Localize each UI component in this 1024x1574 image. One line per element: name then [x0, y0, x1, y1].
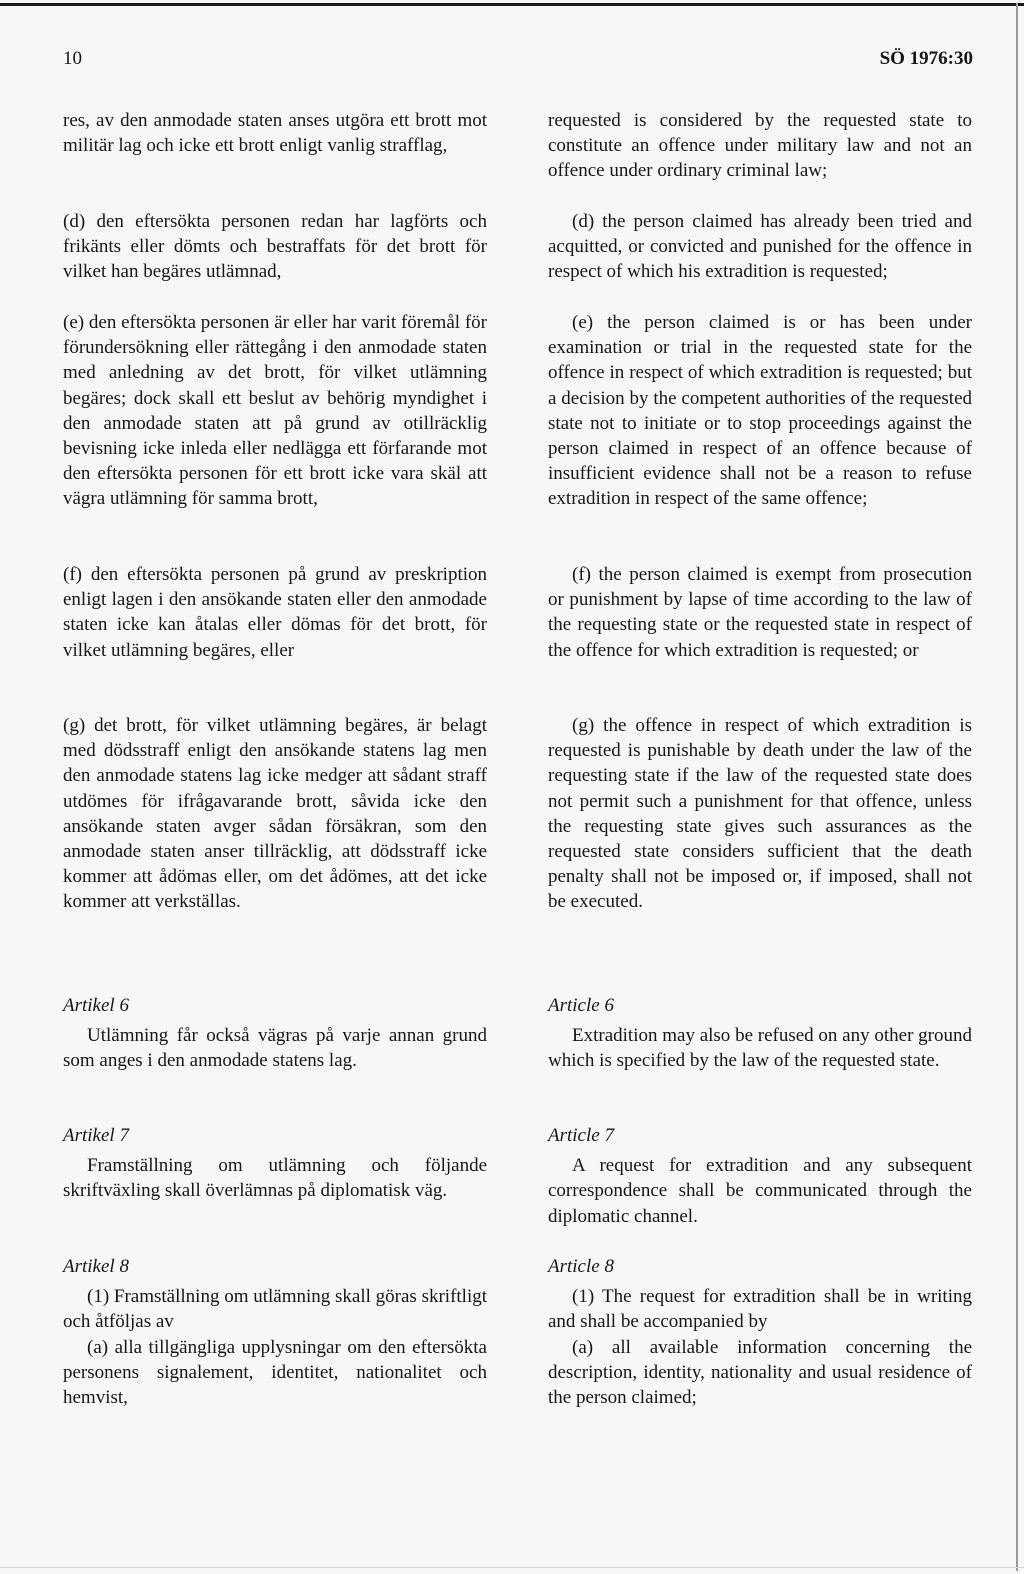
- swedish-article-7: [63, 1123, 487, 1204]
- swedish-article-7-text: Framställning om utlämning och följande skriftväxling skall överlämnas på diplomatisk väg.: [63, 1155, 487, 1202]
- swedish-item-e: (e) den eftersökta personen är eller har varit föremål för förundersökning eller rättegång i den anmodade staten med anledning av det brott, för vilket utlämning begäres; dock skall ett beslut av behörig myndighet i den anmodade staten att på grund av otillräcklig bevisning icke inleda eller nedlägga ett förfarande mot den eftersökta personen för ett brott icke vara skäl att vägra utlämning för samma brott,: [63, 312, 487, 510]
- right-border-rule: [1016, 3, 1018, 1571]
- swedish-item-e-block: [63, 310, 487, 512]
- swedish-article-6: [63, 993, 487, 1074]
- english-item-f: (f) the person claimed is exempt from prosecution or punishment by lapse of time according to the law of the requesting state or the requested state in respect of the offence for which extradition is requested; or: [548, 564, 972, 661]
- swedish-item-g: (g) det brott, för vilket utlämning begäres, är belagt med dödsstraff enligt den ansökande statens lag men den anmodade statens lag icke medger att sådant straff utdömes för ifrågavarande brott, såvida icke den ansökande staten avger sådan försäkran, som den anmodade staten anser tillräcklig, att dödsstraff icke kommer att ådömas eller, om det ådömes, att det icke kommer att verkställas.: [63, 715, 487, 913]
- english-item-e: (e) the person claimed is or has been under examination or trial in the requested state for the offence in respect of which extradition is requested; but a decision by the competent authorities of the requested state not to initiate or to stop proceedings against the person claimed in respect of an offence because of insufficient evidence shall not be a reason to refuse extradition in respect of the same offence;: [548, 312, 972, 510]
- english-article-8: [548, 1254, 972, 1410]
- swedish-article-8-item-a: (a) alla tillgängliga upplysningar om den eftersökta personens signalement, identitet, nationalitet och hemvist,: [63, 1336, 487, 1409]
- english-article-8-item-a: (a) all available information concerning the description, identity, nationality and usual residence of the person claimed;: [548, 1336, 972, 1409]
- english-article-7-title: Article 7: [548, 1125, 614, 1146]
- swedish-article-6-title: Artikel 6: [63, 995, 129, 1016]
- english-article-6-title: Article 6: [548, 995, 614, 1016]
- swedish-item-d-block: [63, 209, 487, 285]
- english-item-d-block: [548, 209, 972, 285]
- swedish-article-6-text: Utlämning får också vägras på varje annan grund som anges i den anmodade statens lag.: [63, 1025, 487, 1072]
- english-article-7-text: A request for extradition and any subsequent correspondence shall be communicated through the diplomatic channel.: [548, 1155, 972, 1227]
- english-article-7: [548, 1123, 972, 1229]
- english-item-f-block: [548, 562, 972, 663]
- english-item-g-block: [548, 713, 972, 915]
- swedish-item-g-block: [63, 713, 487, 915]
- swedish-intro-paragraph: res, av den anmodade staten anses utgöra ett brott mot militär lag och icke ett brott enligt vanlig strafflag,: [63, 110, 487, 157]
- english-article-8-paragraph-1: (1) The request for extradition shall be in writing and shall be accompanied by: [548, 1286, 972, 1333]
- bottom-border-rule: [0, 1567, 1024, 1568]
- swedish-item-f: (f) den eftersökta personen på grund av preskription enligt lagen i den ansökande staten eller den anmodade staten icke kan åtalas eller dömas för det brott, för vilket utlämning begäres, eller: [63, 564, 487, 661]
- swedish-article-8-paragraph-1: (1) Framställning om utlämning skall göras skriftligt och åtföljas av: [63, 1286, 488, 1333]
- swedish-item-d: (d) den eftersökta personen redan har lagförts och frikänts eller dömts och bestraffats för det brott för vilket han begäres utlämnad,: [63, 211, 487, 283]
- english-item-e-block: [548, 310, 972, 512]
- english-article-8-title: Article 8: [548, 1256, 614, 1277]
- english-article-6: [548, 993, 972, 1074]
- swedish-article-8: [63, 1254, 487, 1410]
- swedish-item-f-block: [63, 562, 487, 663]
- page-number: 10: [63, 48, 82, 69]
- english-item-g: (g) the offence in respect of which extradition is requested is punishable by death under the law of the requesting state if the law of the requested state does not permit such a punishment for that offence, unless the requesting state gives such assurances as the requested state considers sufficient that the death penalty shall not be imposed or, if imposed, shall not be executed.: [548, 715, 972, 913]
- english-article-6-text: Extradition may also be refused on any other ground which is specified by the law of the requested state.: [548, 1025, 972, 1072]
- english-item-d: (d) the person claimed has already been tried and acquitted, or convicted and punished for the offence in respect of which his extradition is requested;: [548, 211, 972, 283]
- swedish-article-8-title: Artikel 8: [63, 1256, 129, 1277]
- top-border-rule: [0, 3, 1024, 6]
- document-reference: SÖ 1976:30: [879, 48, 973, 69]
- english-intro-block: [548, 108, 972, 184]
- english-intro-paragraph: requested is considered by the requested state to constitute an offence under military law and not an offence under ordinary criminal law;: [548, 110, 972, 182]
- swedish-article-7-title: Artikel 7: [63, 1125, 129, 1146]
- swedish-intro-block: [63, 108, 487, 158]
